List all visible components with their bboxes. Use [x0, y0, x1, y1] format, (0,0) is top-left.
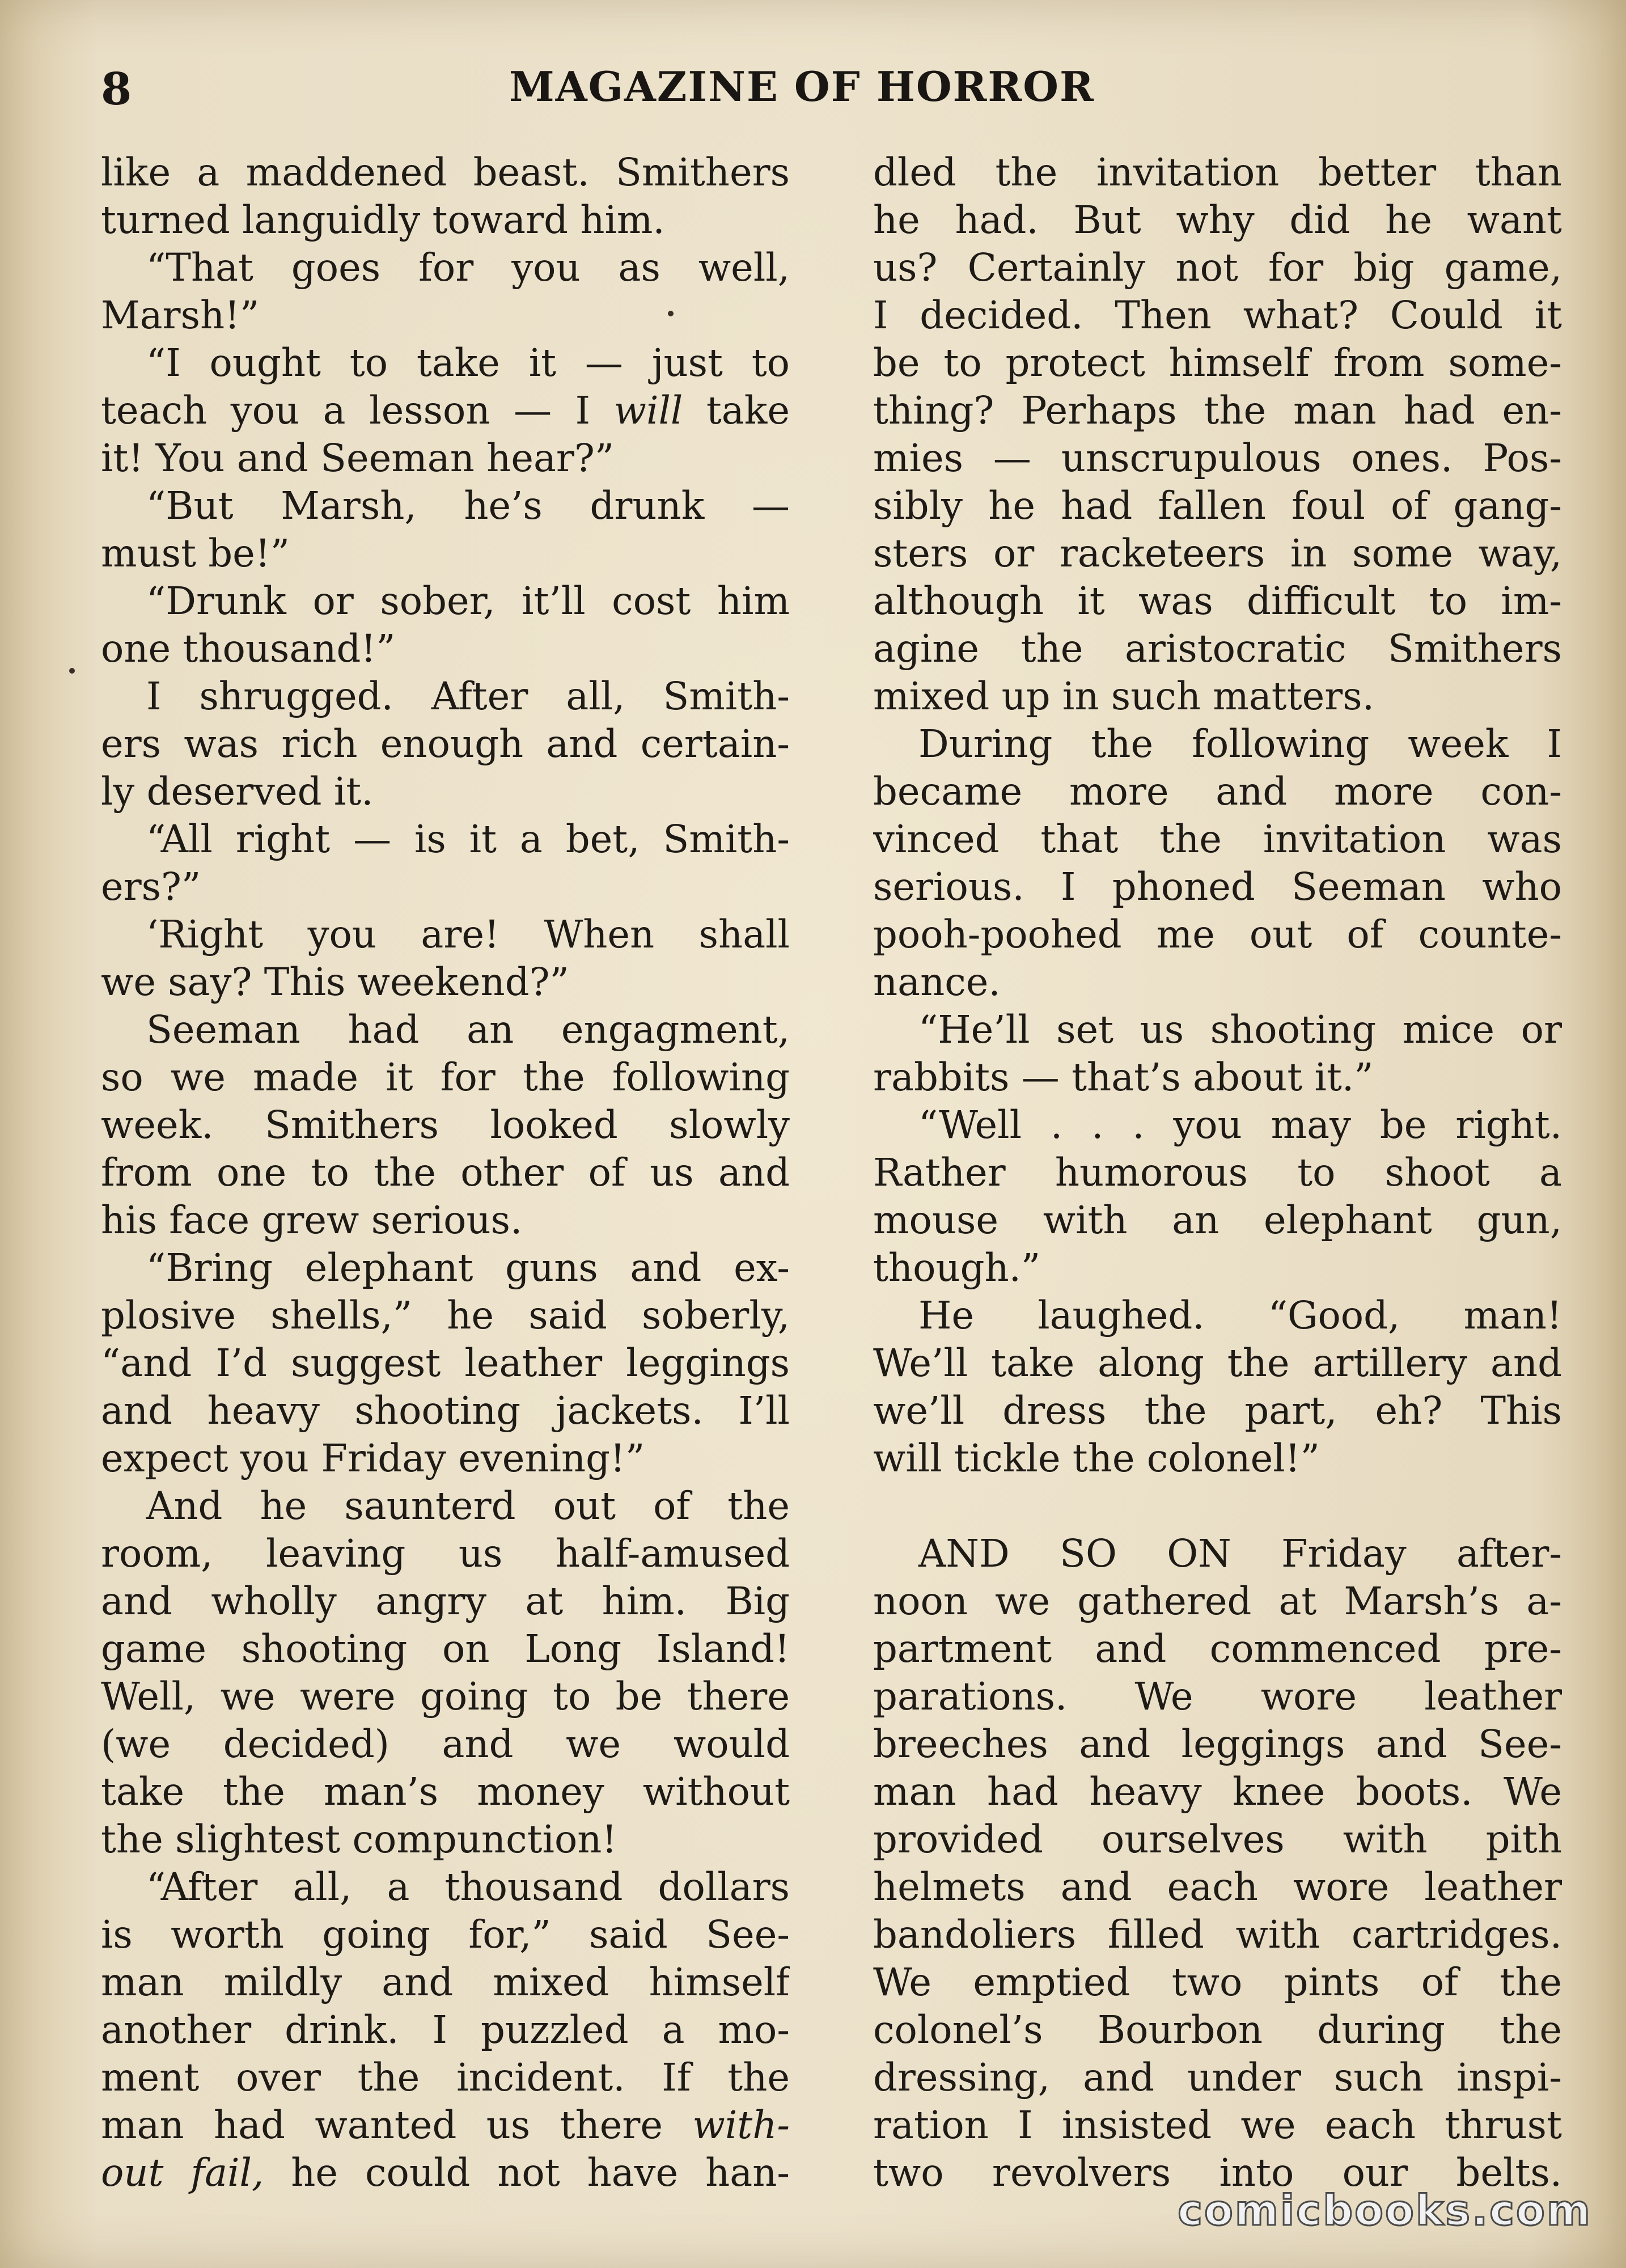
ink-speck — [69, 668, 75, 674]
text-line: “But Marsh, he’s drunk — — [146, 484, 790, 528]
text-line: man had wanted us there with- — [101, 2103, 790, 2147]
text-line: it! You and Seeman hear?” — [101, 436, 615, 480]
text-line: Seeman had an engagment, — [146, 1008, 790, 1052]
watermark: comicbooks.com — [1178, 2186, 1592, 2235]
running-head: MAGAZINE OF HORROR — [509, 62, 1095, 111]
text-line: noon we gathered at Marsh’s a- — [873, 1579, 1562, 1623]
text-line: so we made it for the following — [101, 1055, 790, 1099]
text-line: ers?” — [101, 865, 201, 909]
text-line: helmets and each wore leather — [873, 1865, 1562, 1909]
text-line: “and I’d suggest leather leggings — [101, 1341, 790, 1385]
text-line: and wholly angry at him. Big — [101, 1579, 790, 1623]
page-header — [101, 57, 1558, 119]
text-line: we’ll dress the part, eh? This — [873, 1389, 1562, 1433]
text-line: is worth going for,” said See- — [101, 1912, 790, 1957]
text-line: Marsh!” — [101, 293, 260, 337]
text-line: teach you a lesson — I will take — [101, 388, 790, 433]
text-line: the slightest compunction! — [101, 1817, 617, 1861]
text-line: two revolvers into our belts. — [873, 2151, 1562, 2195]
text-line: game shooting on Long Island! — [101, 1627, 790, 1671]
text-line: He laughed. “Good, man! — [918, 1293, 1562, 1338]
text-line: “He’ll set us shooting mice or — [918, 1008, 1562, 1052]
text-line: ration I insisted we each thrust — [873, 2103, 1562, 2147]
text-line: breeches and leggings and See- — [873, 1722, 1562, 1766]
text-line: take the man’s money without — [101, 1770, 790, 1814]
text-line: room, leaving us half-amused — [101, 1531, 790, 1576]
text-line: must be!” — [101, 531, 290, 576]
text-line: week. Smithers looked slowly — [101, 1103, 790, 1147]
ink-speck — [668, 311, 674, 316]
text-line: we say? This weekend?” — [101, 960, 569, 1004]
text-line: dled the invitation better than — [873, 150, 1562, 194]
text-line: his face grew serious. — [101, 1198, 523, 1242]
text-line: bandoliers filled with cartridges. — [873, 1912, 1562, 1957]
text-line: became more and more con- — [873, 769, 1562, 814]
text-line: I shrugged. After all, Smith- — [146, 674, 790, 718]
text-line: one thousand!” — [101, 627, 396, 671]
text-line: (we decided) and we would — [101, 1722, 790, 1766]
text-line: like a maddened beast. Smithers — [101, 150, 790, 194]
text-line: vinced that the invitation was — [873, 817, 1562, 861]
text-line: and heavy shooting jackets. I’ll — [101, 1389, 790, 1433]
text-line: nance. — [873, 960, 1001, 1004]
right-column — [873, 149, 1562, 2197]
text-line: rabbits — that’s about it.” — [873, 1055, 1374, 1099]
text-line: from one to the other of us and — [101, 1150, 790, 1195]
text-line: “Well . . . you may be right. — [918, 1103, 1562, 1147]
text-line: “I ought to take it — just to — [146, 341, 790, 385]
text-line: colonel’s Bourbon during the — [873, 2008, 1562, 2052]
text-line: Well, we were going to be there — [101, 1674, 790, 1719]
text-line: ly deserved it. — [101, 769, 374, 814]
text-line: “After all, a thousand dollars — [146, 1865, 790, 1909]
text-line: “Drunk or sober, it’ll cost him — [146, 579, 790, 623]
text-line: “Bring elephant guns and ex- — [146, 1246, 790, 1290]
text-line: out fail, he could not have han- — [101, 2151, 790, 2195]
text-line: Rather humorous to shoot a — [873, 1150, 1562, 1195]
text-line: us? Certainly not for big game, — [873, 246, 1562, 290]
text-line: provided ourselves with pith — [873, 1817, 1562, 1861]
text-line: plosive shells,” he said soberly, — [101, 1293, 790, 1338]
text-line: serious. I phoned Seeman who — [873, 865, 1562, 909]
text-line: mies — unscrupulous ones. Pos- — [873, 436, 1562, 480]
text-line: AND SO ON Friday after- — [918, 1531, 1562, 1576]
text-line: sibly he had fallen foul of gang- — [873, 484, 1562, 528]
text-line: man had heavy knee boots. We — [873, 1770, 1562, 1814]
text-line: turned languidly toward him. — [101, 198, 665, 242]
text-line: sters or racketeers in some way, — [873, 531, 1562, 576]
text-line: And he saunterd out of the — [146, 1484, 790, 1528]
text-line: thing? Perhaps the man had en- — [873, 388, 1562, 433]
text-line: although it was difficult to im- — [873, 579, 1562, 623]
text-line: man mildly and mixed himself — [101, 1960, 790, 2004]
text-line: agine the aristocratic Smithers — [873, 627, 1562, 671]
text-line: ‘Right you are! When shall — [146, 912, 790, 957]
text-line: During the following week I — [918, 722, 1562, 766]
text-line: mixed up in such matters. — [873, 674, 1374, 718]
text-line: will tickle the colonel!” — [873, 1436, 1320, 1480]
text-line: ment over the incident. If the — [101, 2055, 790, 2100]
text-line: parations. We wore leather — [873, 1674, 1562, 1719]
left-column — [101, 149, 790, 2197]
text-line: “That goes for you as well, — [146, 246, 790, 290]
text-line: I decided. Then what? Could it — [873, 293, 1562, 337]
text-line: mouse with an elephant gun, — [873, 1198, 1562, 1242]
text-line: partment and commenced pre- — [873, 1627, 1562, 1671]
paragraph-break — [873, 1482, 1562, 1530]
text-line: he had. But why did he want — [873, 198, 1562, 242]
text-line: though.” — [873, 1246, 1041, 1290]
text-line: ers was rich enough and certain- — [101, 722, 790, 766]
page-number: 8 — [101, 64, 132, 115]
text-line: “All right — is it a bet, Smith- — [146, 817, 790, 861]
text-line: be to protect himself from some- — [873, 341, 1562, 385]
text-line: pooh-poohed me out of counte- — [873, 912, 1562, 957]
text-line: expect you Friday evening!” — [101, 1436, 645, 1480]
text-line: We’ll take along the artillery and — [873, 1341, 1562, 1385]
text-line: We emptied two pints of the — [873, 1960, 1562, 2004]
text-line: another drink. I puzzled a mo- — [101, 2008, 790, 2052]
text-line: dressing, and under such inspi- — [873, 2055, 1562, 2100]
